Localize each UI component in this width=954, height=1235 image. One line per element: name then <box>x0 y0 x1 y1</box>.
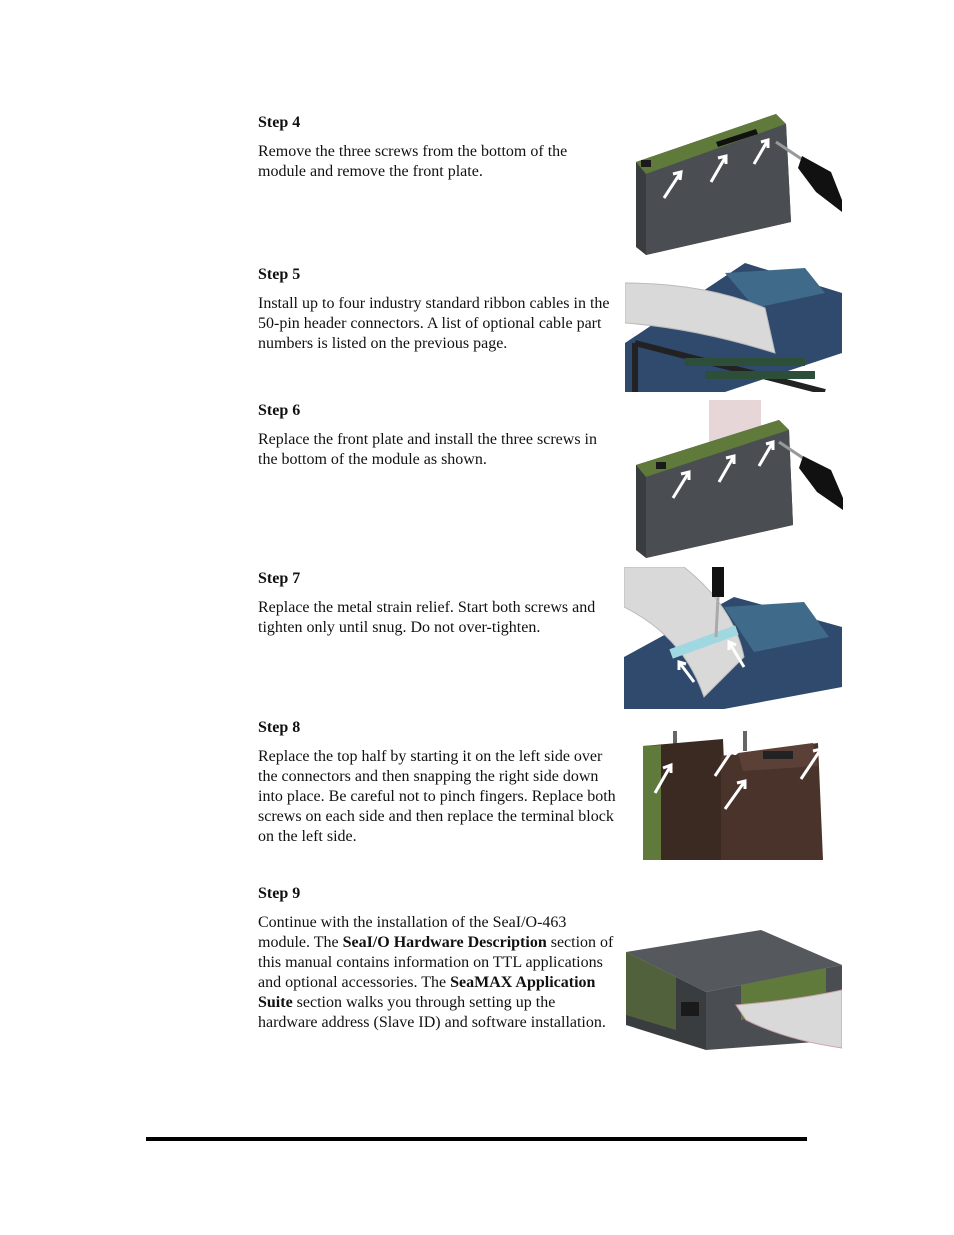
hardware-description-ref: SeaI/O Hardware Description <box>342 934 547 951</box>
step-7 <box>258 569 618 638</box>
step-body: Replace the top half by starting it on the left side over the connectors and then snapping the right side down into place. Be careful not to pinch fingers. Replace both screws on each side and then replace the terminal block on the left side. <box>258 748 616 845</box>
step-4 <box>258 113 618 182</box>
step-title: Step 6 <box>258 402 301 419</box>
front-plate-install-photo <box>631 400 843 558</box>
footer-rule <box>146 1137 807 1141</box>
step-6 <box>258 401 618 470</box>
seamax-suite-ref: SeaMAX Application Suite <box>258 974 596 1011</box>
step-title: Step 5 <box>258 266 301 283</box>
step-body: Replace the metal strain relief. Start both screws and tighten only until snug. Do not over-tighten. <box>258 599 596 636</box>
step-body: Continue with the installation of the SeaI/O-463 module. The SeaI/O Hardware Description section of this manual contains information on TTL applications and optional accessories. The SeaMAX Application Suite section walks you through setting up the hardware address (Slave ID) and software installation. <box>258 914 614 1031</box>
step-title: Step 8 <box>258 719 301 736</box>
top-half-replace-photo <box>643 731 823 860</box>
step-body: Remove the three screws from the bottom of the module and remove the front plate. <box>258 143 568 180</box>
step-8 <box>258 718 618 847</box>
step-5 <box>258 265 618 354</box>
step-title: Step 4 <box>258 114 301 131</box>
completed-module-photo <box>626 930 842 1050</box>
strain-relief-photo <box>624 567 842 709</box>
step-9 <box>258 884 618 1033</box>
step-body: Install up to four industry standard ribbon cables in the 50-pin header connectors. A list of optional cable part numbers is listed on the previous page. <box>258 295 610 352</box>
step-title: Step 7 <box>258 570 301 587</box>
ribbon-cables-photo <box>625 263 842 392</box>
module-front-plate-screws-photo <box>626 112 842 255</box>
step-title: Step 9 <box>258 885 301 902</box>
step-body: Replace the front plate and install the three screws in the bottom of the module as shown. <box>258 431 597 468</box>
